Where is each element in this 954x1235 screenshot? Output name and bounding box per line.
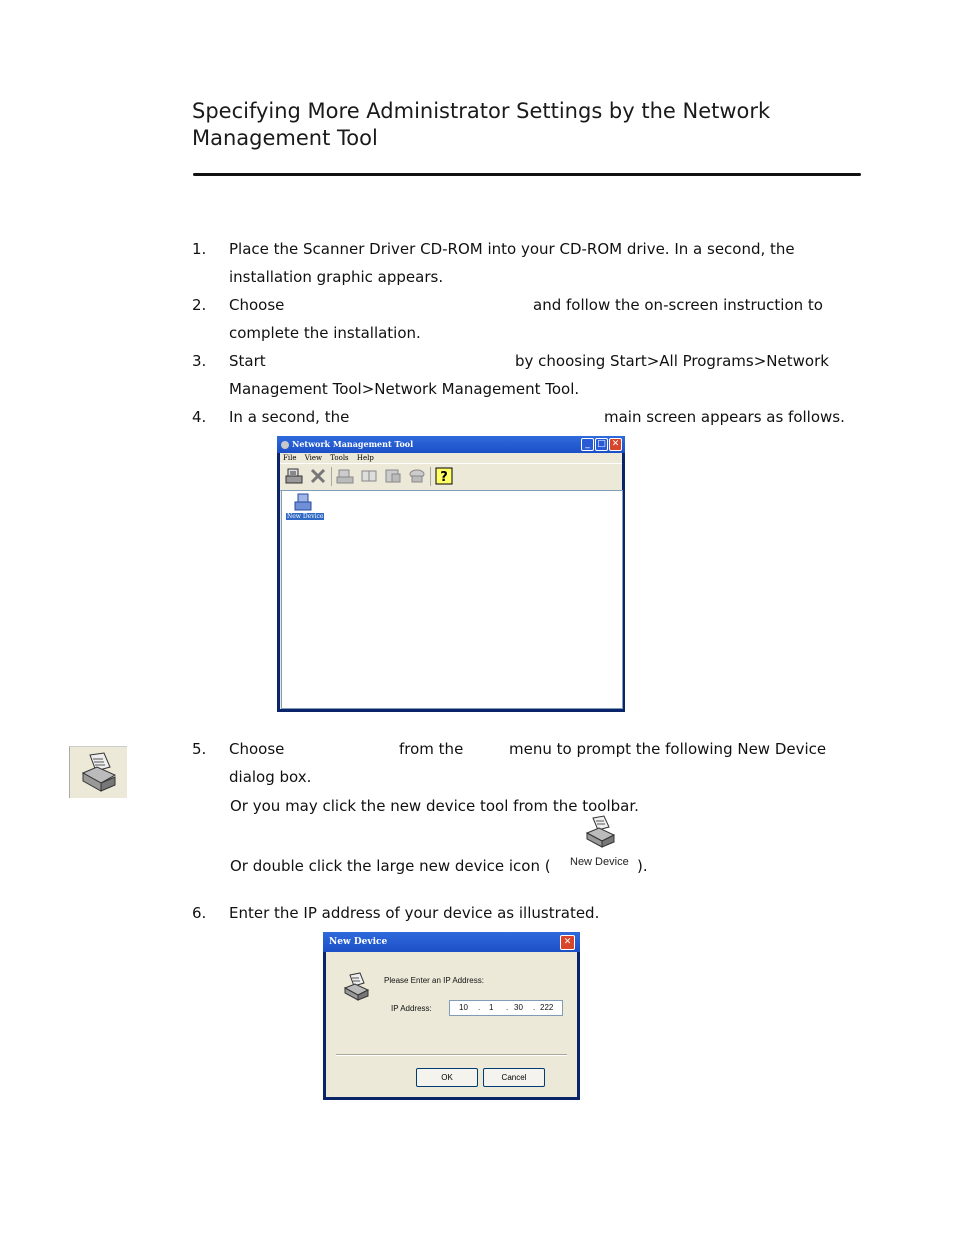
step-4-text-b: main screen appears as follows. <box>604 408 845 426</box>
step-2-text-a: Choose <box>229 296 285 314</box>
book-icon[interactable] <box>359 466 379 486</box>
step-3-text-a: Start <box>229 352 266 370</box>
printer-icon <box>78 751 120 793</box>
window-client <box>280 453 622 709</box>
step-6-number: 6. <box>192 904 207 922</box>
step-6-line-1: Enter the IP address of your device as illustrated. <box>229 904 600 922</box>
step-5-text-c: menu to prompt the following New Device <box>509 740 827 758</box>
maximize-icon[interactable]: □ <box>595 438 608 451</box>
ip-prompt: Please Enter an IP Address: <box>384 976 484 985</box>
step-5-text-a: Choose <box>229 740 285 758</box>
toolbar <box>280 463 622 491</box>
dialog-close-icon[interactable]: ✕ <box>560 935 575 950</box>
step-5-number: 5. <box>192 740 207 758</box>
device-list-pane[interactable] <box>281 490 623 709</box>
ip-octet-1[interactable]: 10 <box>459 1003 468 1012</box>
step-5-line-4b: ). <box>637 857 648 875</box>
step-4-number: 4. <box>192 408 207 426</box>
new-device-dialog <box>323 932 580 1100</box>
window-title: Network Management Tool <box>292 439 414 449</box>
printer-icon <box>342 972 372 1002</box>
step-5-line-2: dialog box. <box>229 768 312 786</box>
address-book-icon[interactable] <box>383 466 403 486</box>
step-5-line-3: Or you may click the new device tool from the toolbar. <box>230 797 639 815</box>
ok-button[interactable]: OK <box>416 1068 478 1087</box>
ip-address-field[interactable]: 10 . 1 . 30 . 222 <box>449 1000 563 1016</box>
app-icon <box>281 441 289 449</box>
device-label[interactable]: New Device <box>287 513 324 520</box>
toolbar-separator <box>430 467 431 486</box>
step-5-text-b: from the <box>399 740 464 758</box>
step-2-text-b: and follow the on-screen instruction to <box>533 296 823 314</box>
step-2-line-2: complete the installation. <box>229 324 421 342</box>
device-icon[interactable] <box>292 493 314 513</box>
printer-icon <box>584 815 618 849</box>
menu-bar <box>283 454 374 462</box>
step-3-number: 3. <box>192 352 207 370</box>
ip-octet-4[interactable]: 222 <box>540 1003 554 1012</box>
dialog-titlebar <box>323 932 580 952</box>
dialog-body <box>326 952 577 1097</box>
step-5-line-4a: Or double click the large new device icon ( <box>230 857 551 875</box>
menu-file[interactable]: File <box>283 454 297 462</box>
step-4-text-a: In a second, the <box>229 408 350 426</box>
cancel-button[interactable]: Cancel <box>483 1068 545 1087</box>
step-1-line-1: Place the Scanner Driver CD-ROM into your CD-ROM drive. In a second, the <box>229 240 795 258</box>
network-management-tool-window <box>277 436 625 712</box>
large-new-device-icon <box>568 815 636 871</box>
new-device-toolbar-icon <box>69 746 127 798</box>
step-1-line-2: installation graphic appears. <box>229 268 444 286</box>
step-3-line-2: Management Tool>Network Management Tool. <box>229 380 580 398</box>
large-icon-label: New Device <box>570 856 629 868</box>
menu-tools[interactable]: Tools <box>330 454 349 462</box>
step-1-number: 1. <box>192 240 207 258</box>
step-3-text-b: by choosing Start>All Programs>Network <box>515 352 829 370</box>
svg-text:?: ? <box>440 470 448 485</box>
dialog-divider <box>336 1054 567 1056</box>
help-icon[interactable] <box>434 466 454 486</box>
close-icon[interactable]: ✕ <box>609 438 622 451</box>
page-title: Specifying More Administrator Settings by the Network Management Tool <box>192 99 771 150</box>
menu-view[interactable]: View <box>304 454 323 462</box>
toolbar-separator <box>331 467 332 486</box>
ip-octet-2[interactable]: 1 <box>489 1003 494 1012</box>
new-device-tool-icon[interactable] <box>284 466 304 486</box>
menu-help[interactable]: Help <box>356 454 374 462</box>
window-titlebar <box>277 436 625 453</box>
phone-icon[interactable] <box>407 466 427 486</box>
title-rule <box>193 173 861 176</box>
dialog-title: New Device <box>329 937 388 947</box>
step-2-number: 2. <box>192 296 207 314</box>
delete-icon[interactable] <box>308 466 328 486</box>
minimize-icon[interactable]: _ <box>581 438 594 451</box>
device-settings-icon[interactable] <box>335 466 355 486</box>
ip-octet-3[interactable]: 30 <box>514 1003 523 1012</box>
ip-label: IP Address: <box>391 1004 432 1013</box>
